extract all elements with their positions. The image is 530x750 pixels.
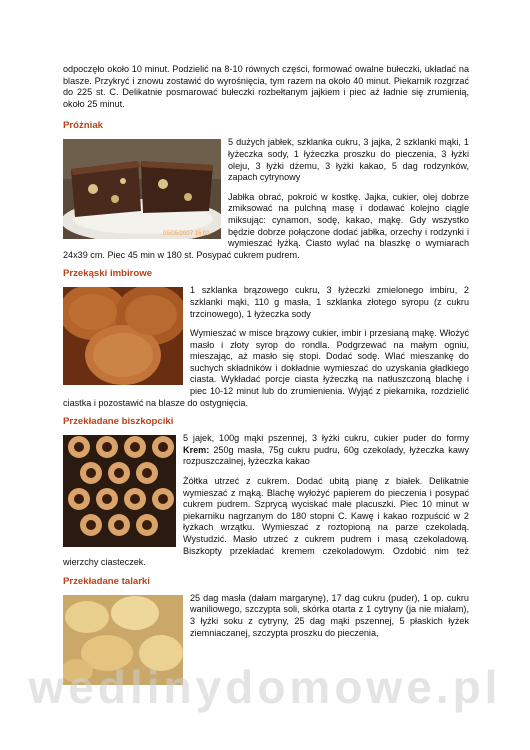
recipe-method: Jabłka obrać, pokroić w kostkę. Jajka, cukier, olej dobrze zmiksować na pulchną masę i dodawać kolejno ciągle miksując: cynamon, sodę, kakao, mąkę. Gdy wszystko będzie dobrze połączone dodać jabłka, orzechy i rodzynki i wymieszać łyżką. Ciasto wylać na blaszkę o wymiarach 24x39 cm. Piec 45 min w 180 st. Posypać cukrem pudrem. [63,191,469,260]
recipe-ingredients: 5 dużych jabłek, szklanka cukru, 3 jajka, 2 szklanki mąki, 1 łyżeczka sody, 1 łyżeczka proszku do pieczenia, 3 łyżki oleju, 3 łyżki dżemu, 3 łyżki kakao, 5 dag rodzynków, zapach cytrynowy [228,137,469,183]
recipe-photo-talarki [63,595,183,685]
recipe-ingredients: 1 szklanka brązowego cukru, 3 łyżeczki zmielonego imbiru, 2 szklanki mąki, 110 g masła, 1 szklanka złotego syropu (z cukru trzcinowego), 1 łyżeczka sody [190,285,469,319]
krem-label: Krem: [183,444,210,455]
recipe-page [63,64,469,694]
recipe-title: Przekąski imbirowe [63,268,153,280]
recipe-title: Próżniak [63,120,103,132]
recipe-title: Przekładane biszkopciki [63,416,174,428]
recipe-ingredients: 25 dag masła (dałam margarynę), 17 dag cukru (puder), 1 op. cukru waniliowego, szczypta soli, skórka otarta z 1 cytryny (ja nie miałam), 3 łyżki soku z cytryny, 25 dag mąki pszennej, 5 płaskich łyżek ziemniaczanej, szczypta proszku do pieczenia, [190,592,469,638]
recipe-przekaski-imbirowe [63,268,469,409]
watermark: wedlinydomowe.pl [28,661,502,713]
intro-paragraph: odpoczęło około 10 minut. Podzielić na 8-10 równych części, formować owalne bułeczki, układać na blasze. Przykryć i znowu zostawić do wyrośnięcia, tym razem na około 40 minut. Piekarnik rozgrzać do 225 st. C. Delikatnie posmarować bułeczki rozbełtanym jajkiem i piec aż ładnie się zrumienią, około 25 minut. [63,64,469,109]
recipe-photo-ginger-cookies [63,287,183,385]
krem-text: 250g masła, 75g cukru pudru, 60g czekolady, łyżeczka kawy rozpuszczalnej, łyżeczka kakao [183,444,469,467]
recipe-method: Żółtka utrzeć z cukrem. Dodać ubitą pianę z białek. Delikatnie wymieszać z mąką. Blachę wyłożyć papierem do pieczenia i posypać cukrem pudrem. Szprycą wyciskać małe placuszki. Piec 10 minut w piekarniku nagrzanym do 180 stopni C. Kawę i kakao rozpuścić w 2 łyżkach wrzątku. Wymieszać z roztopioną na parze czekoladą. Wystudzić. Masło utrzeć z cukrem pudrem i masą czekoladową. Biszkopty przekładać kremem czekoladowym. Ozdobić nim też wierzchy ciasteczek. [63,476,469,568]
ingredients-text: 5 jajek, 100g mąki pszennej, 3 łyżki cukru, cukier puder do formy [183,433,469,444]
recipe-photo-cake [63,139,221,239]
recipe-przekladane-biszkopciki [63,416,469,569]
recipe-title: Przekładane talarki [63,575,150,587]
recipe-photo-biscuits [63,435,176,547]
recipe-prozniak [63,120,469,261]
recipe-przekladane-talarki [63,576,469,687]
recipe-method: Wymieszać w misce brązowy cukier, imbir i przesianą mąkę. Włożyć masło i złoty syrop do rondla. Podgrzewać na małym ogniu, mieszając, aż masło się stopi. Dodać sodę. Wlać mieszankę do suchych składników i dokładnie wymieszać do uzyskania gładkiego ciasta. Wykładać porcje ciasta łyżeczką na natłuszczoną blachę i piec 10-12 minut lub do zrumienienia. Wyjąć z piekarnika, rozdzielić ciastka i pozostawić na blasze do ostygnięcia. [63,328,469,408]
photo-date-stamp: 05/05/2007 15:01 [163,231,210,238]
